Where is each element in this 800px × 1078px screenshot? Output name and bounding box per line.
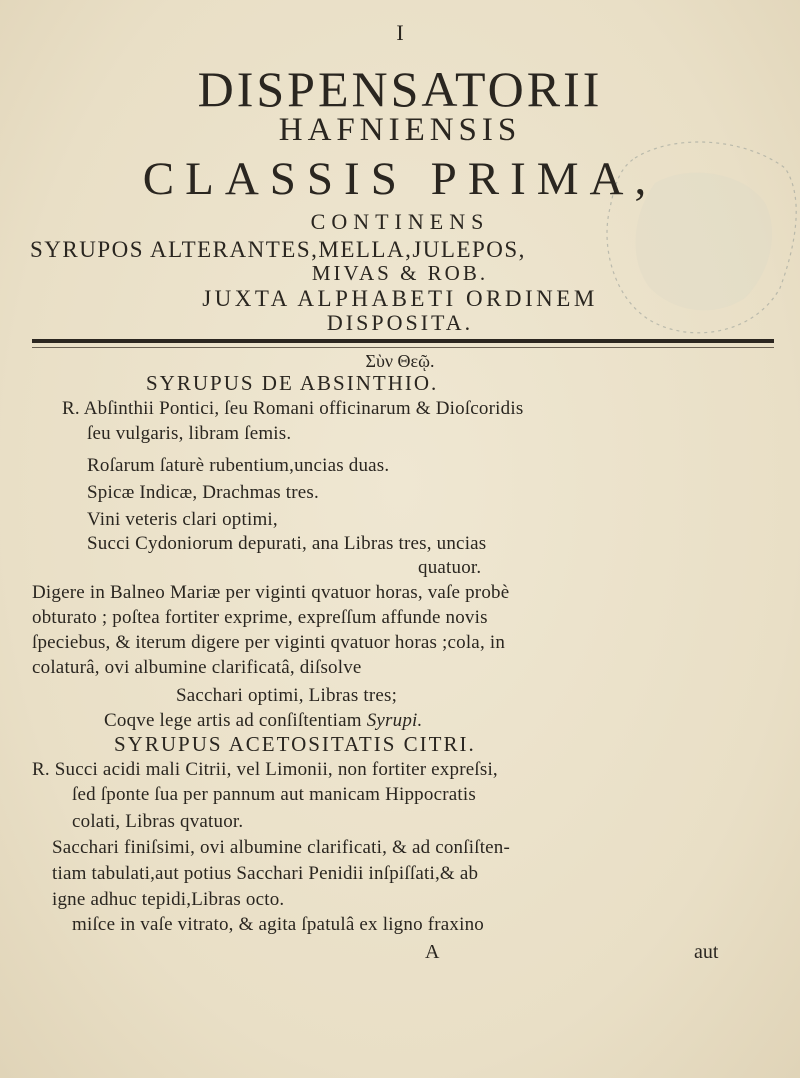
text-line: ſed ſponte ſua per pannum aut manicam Hippocratis	[72, 784, 476, 805]
text-line: ſeu vulgaris, libram ſemis.	[87, 423, 292, 444]
text-line: Sacchari optimi, Libras tres;	[176, 685, 398, 706]
header-disposita: DISPOSITA.	[326, 310, 474, 335]
ornamental-rule	[32, 339, 774, 343]
text-line: Spicæ Indicæ, Drachmas tres.	[87, 482, 319, 503]
text-line: colaturâ, ovi albumine clarificatâ, diſsolve	[32, 657, 362, 678]
header-juxta: JUXTA ALPHABETI ORDINEM	[202, 286, 598, 311]
header-subtitle: HAFNIENSIS	[278, 112, 522, 148]
text-line: Roſarum ſaturè rubentium,uncias duas.	[87, 455, 390, 476]
header-mivas: MIVAS & ROB.	[311, 261, 489, 285]
text-line: Sacchari finiſsimi, ovi albumine clarificati, & ad conſiſten-	[52, 837, 511, 858]
text-line: Succi Cydoniorum depurati, ana Libras tres, uncias	[87, 533, 487, 554]
text-line: Digere in Balneo Mariæ per viginti qvatuor horas, vaſe probè	[32, 582, 510, 603]
text-line: Coqve lege artis ad conſiſtentiam	[104, 710, 362, 731]
signature-mark: A	[425, 941, 440, 963]
text-line: quatuor.	[418, 557, 482, 578]
text-line: igne adhuc tepidi,Libras octo.	[52, 889, 285, 910]
text-line: ſpeciebus, & iterum digere per viginti qvatuor horas ;cola, in	[32, 632, 506, 653]
section-title: SYRUPUS DE ABSINTHIO.	[146, 371, 439, 395]
header-title: DISPENSATORII	[197, 61, 603, 117]
text-line: tiam tabulati,aut potius Sacchari Penidii inſpiſſati,& ab	[52, 863, 479, 884]
text-line: miſce in vaſe vitrato, & agita ſpatulâ ex ligno fraxino	[72, 914, 484, 935]
text-line: colati, Libras qvatuor.	[72, 811, 244, 832]
text-line: R. Abſinthii Pontici, ſeu Romani officinarum & Dioſcoridis	[62, 398, 524, 419]
header-continens: CONTINENS	[310, 209, 490, 234]
thin-rule	[32, 347, 774, 348]
text-line: Vini veteris clari optimi,	[87, 509, 278, 530]
header-contents: SYRUPOS ALTERANTES,MELLA,JULEPOS,	[30, 237, 526, 262]
text-line-with-tail	[104, 711, 422, 730]
catchword: aut	[694, 941, 719, 963]
invocation: Σὺν Θεῷ.	[365, 351, 435, 371]
header-class: CLASSIS PRIMA,	[142, 153, 658, 205]
text-line: R. Succi acidi mali Citrii, vel Limonii, non fortiter expreſsi,	[32, 759, 498, 780]
page-number: I	[396, 20, 404, 45]
section-title: SYRUPUS ACETOSITATIS CITRI.	[114, 732, 476, 756]
text-line: obturato ; poſtea fortiter exprime, expreſſum affunde novis	[32, 607, 488, 628]
italic-word: Syrupi.	[366, 710, 423, 731]
